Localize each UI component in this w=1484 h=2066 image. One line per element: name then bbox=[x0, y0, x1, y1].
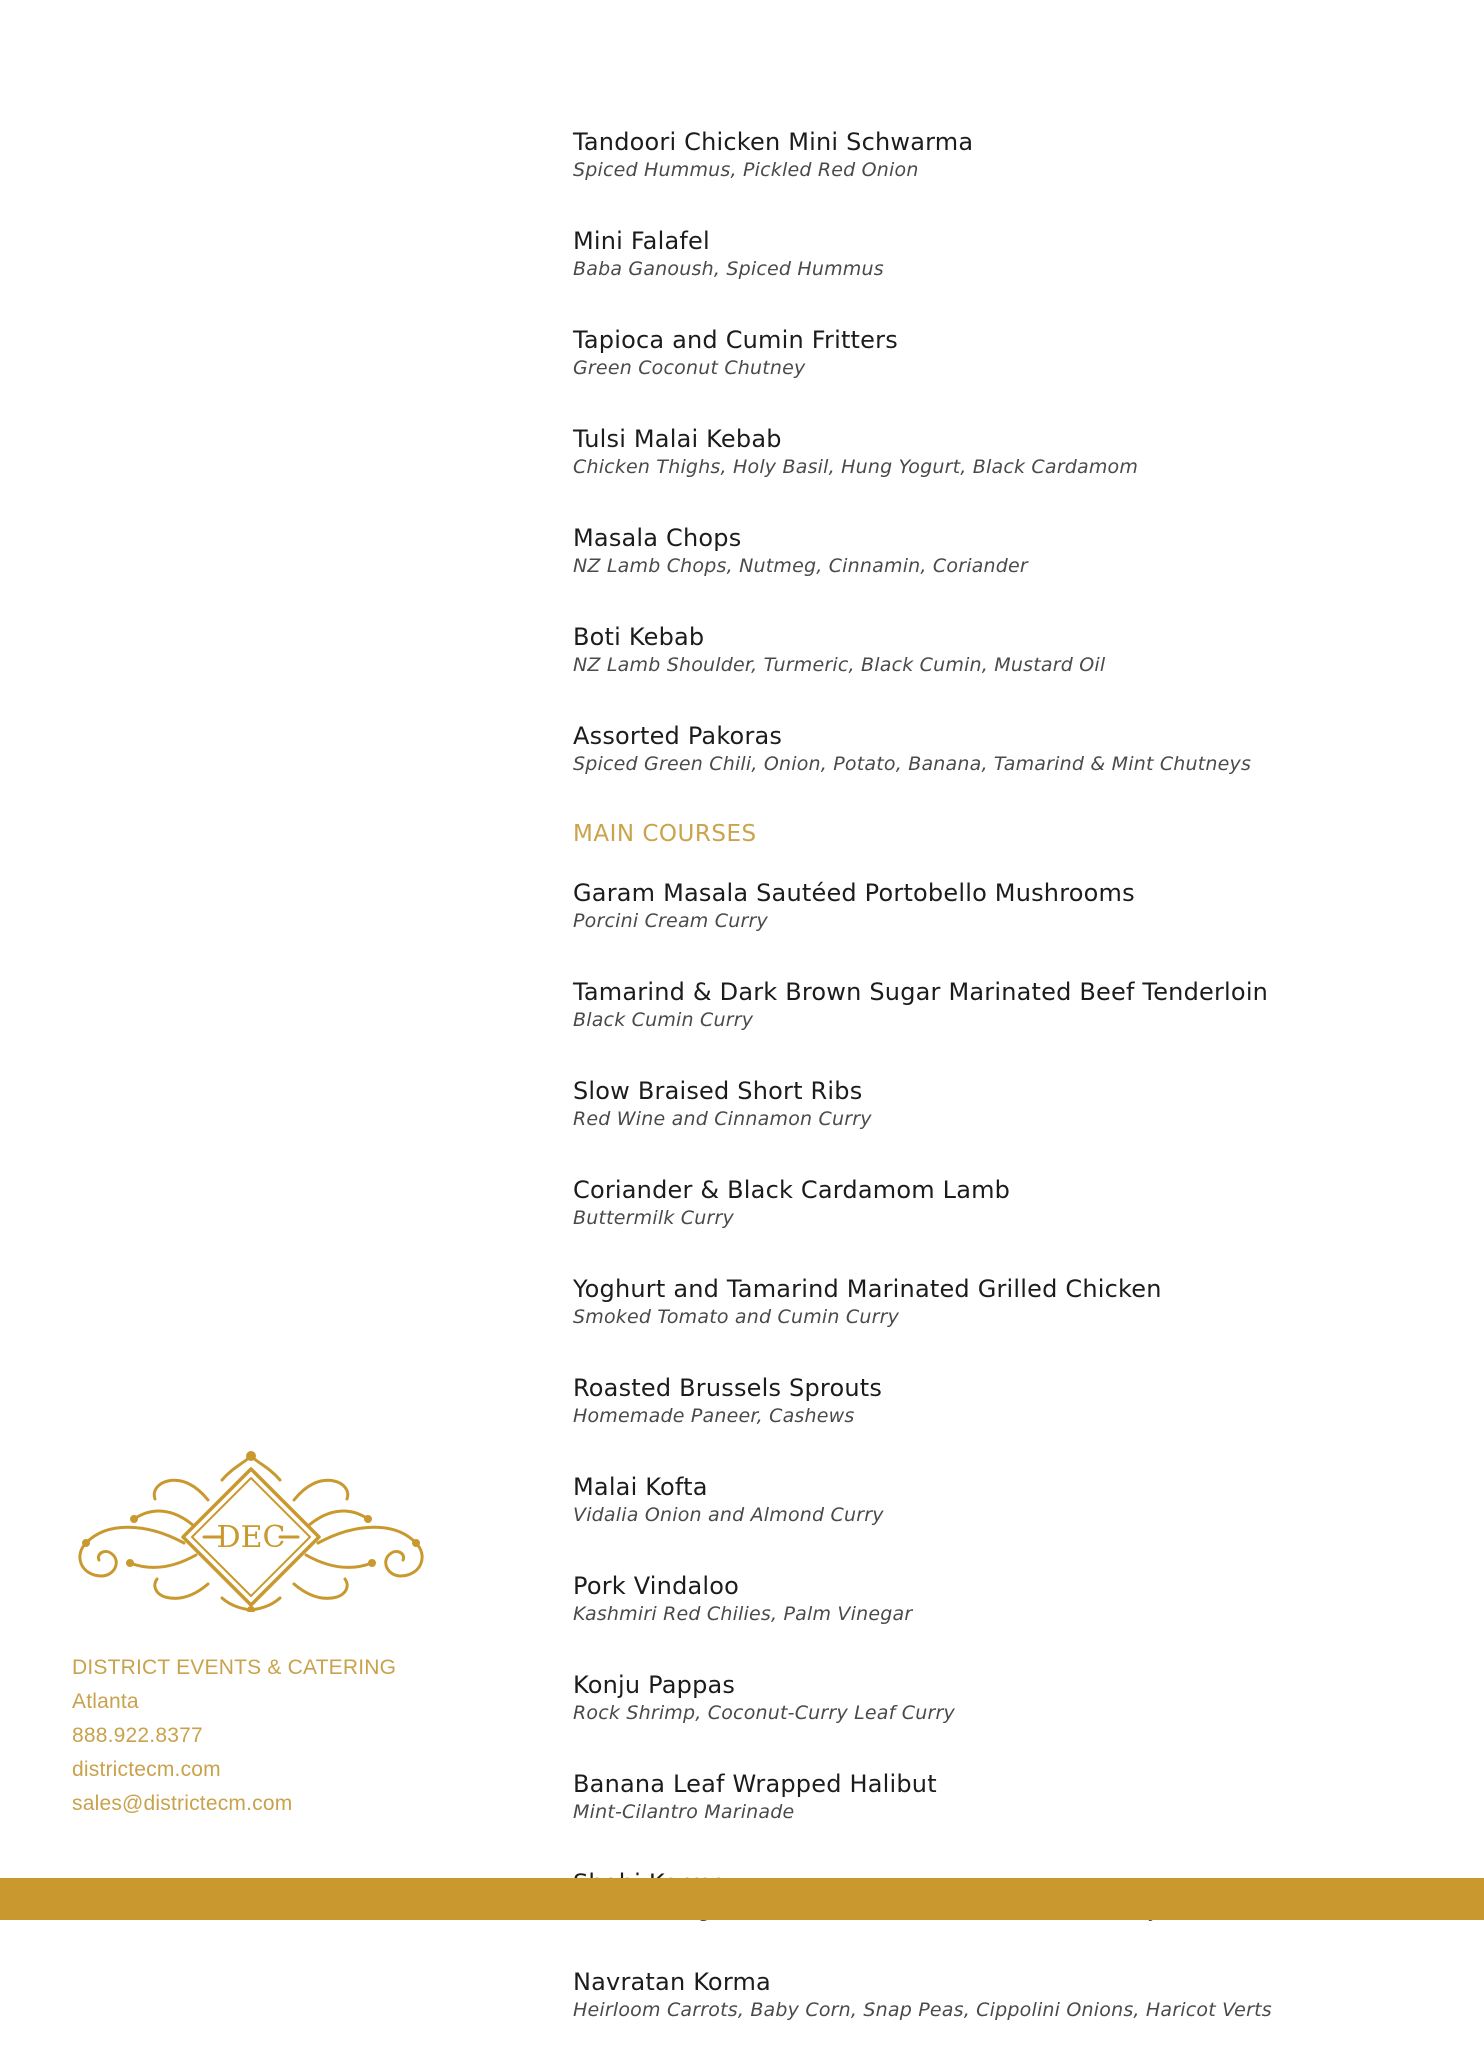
menu-item-description: Smoked Tomato and Cumin Curry bbox=[573, 1306, 900, 1328]
menu-item-description: Porcini Cream Curry bbox=[573, 910, 768, 932]
menu-item-title: Navratan Korma bbox=[573, 1968, 771, 1996]
city: Atlanta bbox=[72, 1690, 139, 1713]
menu-item-title: Roasted Brussels Sprouts bbox=[573, 1374, 883, 1402]
menu-item-description: Red Wine and Cinnamon Curry bbox=[573, 1108, 872, 1130]
menu-item-title: Slow Braised Short Ribs bbox=[573, 1077, 863, 1105]
menu-item-description: Rock Shrimp, Coconut-Curry Leaf Curry bbox=[573, 1702, 955, 1724]
menu-item-title: Tapioca and Cumin Fritters bbox=[573, 326, 898, 354]
menu-column bbox=[573, 127, 1433, 2066]
menu-item-description: Buttermilk Curry bbox=[573, 1207, 734, 1229]
logo-text: DEC bbox=[216, 1520, 286, 1555]
menu-item bbox=[573, 1769, 1433, 1824]
menu-item-title: Malai Kofta bbox=[573, 1473, 708, 1501]
menu-item-title: Tulsi Malai Kebab bbox=[573, 425, 782, 453]
gold-footer-bar bbox=[0, 1878, 1484, 1920]
menu-item bbox=[573, 523, 1433, 578]
menu-item-title: Coriander & Black Cardamom Lamb bbox=[573, 1176, 1011, 1204]
menu-item bbox=[573, 1670, 1433, 1725]
menu-item-description: Chicken Thighs, Holy Basil, Hung Yogurt, Black Cardamom bbox=[573, 456, 1139, 478]
menu-item-description: Black Cumin Curry bbox=[573, 1009, 754, 1031]
menu-item-title: Masala Chops bbox=[573, 524, 742, 552]
menu-item-description: Green Coconut Chutney bbox=[573, 357, 806, 379]
company-name: DISTRICT EVENTS & CATERING bbox=[72, 1656, 397, 1679]
menu-item-description: Homemade Paneer, Cashews bbox=[573, 1405, 855, 1427]
logo-icon bbox=[72, 1447, 430, 1612]
menu-item-title: Pork Vindaloo bbox=[573, 1572, 740, 1600]
website-link[interactable]: districtecm.com bbox=[72, 1758, 221, 1781]
menu-item bbox=[573, 721, 1433, 776]
menu-item-description: Mint-Cilantro Marinade bbox=[573, 1801, 795, 1823]
menu-item bbox=[573, 622, 1433, 677]
menu-item bbox=[573, 977, 1433, 1032]
main-courses-section bbox=[573, 820, 1433, 2022]
menu-item-title: Assorted Pakoras bbox=[573, 722, 783, 750]
menu-item-description: Spiced Green Chili, Onion, Potato, Banana, Tamarind & Mint Chutneys bbox=[573, 753, 1252, 775]
menu-item-description: NZ Lamb Shoulder, Turmeric, Black Cumin, Mustard Oil bbox=[573, 654, 1106, 676]
menu-item-title: Konju Pappas bbox=[573, 1671, 736, 1699]
menu-item bbox=[573, 1373, 1433, 1428]
menu-item bbox=[573, 1571, 1433, 1626]
contact-block bbox=[72, 1651, 492, 1821]
menu-item-title: Tandoori Chicken Mini Schwarma bbox=[573, 128, 974, 156]
menu-item bbox=[573, 1472, 1433, 1527]
menu-item-title: Tamarind & Dark Brown Sugar Marinated Beef Tenderloin bbox=[573, 978, 1269, 1006]
menu-item bbox=[573, 424, 1433, 479]
email-link[interactable]: sales@districtecm.com bbox=[72, 1792, 293, 1815]
menu-item bbox=[573, 1076, 1433, 1131]
menu-item-title: Yoghurt and Tamarind Marinated Grilled Chicken bbox=[573, 1275, 1162, 1303]
top-items-section bbox=[573, 127, 1433, 776]
menu-item-title: Garam Masala Sautéed Portobello Mushrooms bbox=[573, 879, 1135, 907]
menu-item bbox=[573, 878, 1433, 933]
menu-item bbox=[573, 226, 1433, 281]
menu-item-title: Boti Kebab bbox=[573, 623, 705, 651]
district-events-logo bbox=[72, 1447, 430, 1612]
menu-item bbox=[573, 1274, 1433, 1329]
menu-item-title: Mini Falafel bbox=[573, 227, 710, 255]
menu-item-description: Spiced Hummus, Pickled Red Onion bbox=[573, 159, 919, 181]
menu-item bbox=[573, 127, 1433, 182]
phone-number[interactable]: 888.922.8377 bbox=[72, 1724, 203, 1747]
menu-item-title: Banana Leaf Wrapped Halibut bbox=[573, 1770, 937, 1798]
menu-item-description: Heirloom Carrots, Baby Corn, Snap Peas, Cippolini Onions, Haricot Verts bbox=[573, 1999, 1272, 2021]
menu-item-description: NZ Lamb Chops, Nutmeg, Cinnamin, Coriander bbox=[573, 555, 1028, 577]
menu-item bbox=[573, 1967, 1433, 2022]
menu-item-description: Baba Ganoush, Spiced Hummus bbox=[573, 258, 884, 280]
menu-item-description: Vidalia Onion and Almond Curry bbox=[573, 1504, 884, 1526]
menu-item-description: Kashmiri Red Chilies, Palm Vinegar bbox=[573, 1603, 913, 1625]
section-heading: MAIN COURSES bbox=[573, 821, 757, 847]
menu-item bbox=[573, 1175, 1433, 1230]
menu-item bbox=[573, 325, 1433, 380]
